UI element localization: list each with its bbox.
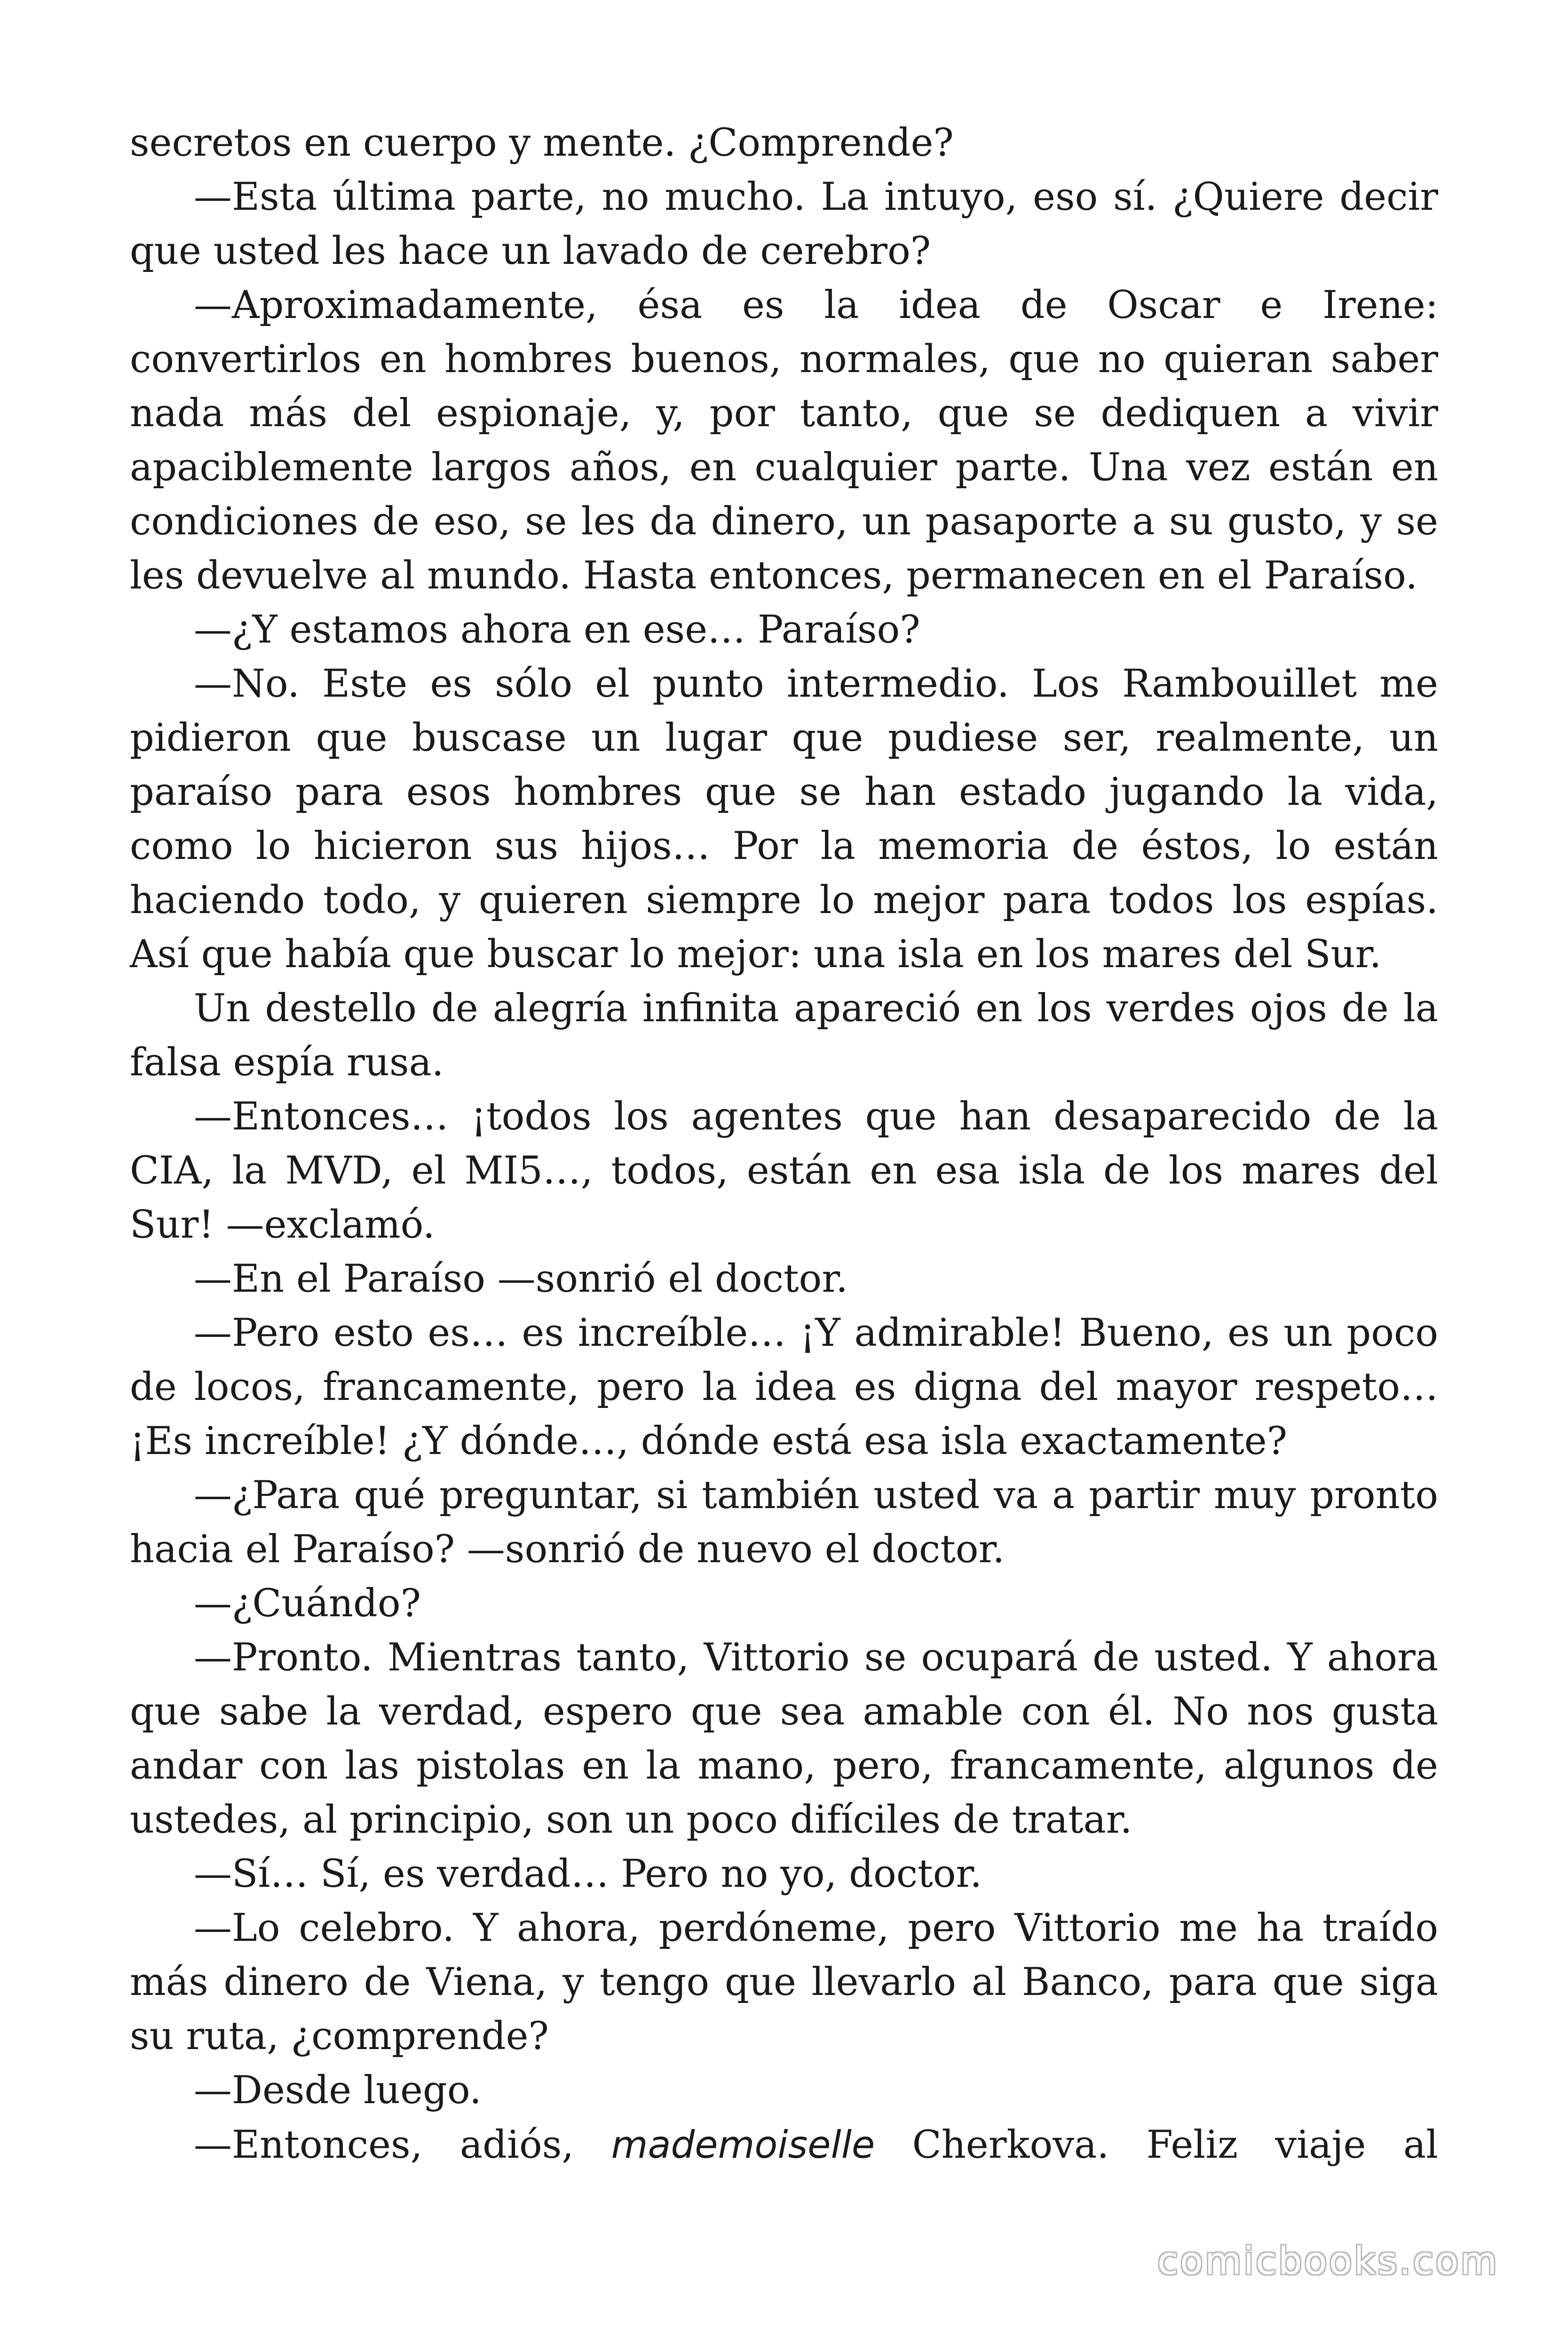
paragraph: —Esta última parte, no mucho. La intuyo, eso sí. ¿Quiere decir que usted les hace un lavado de cerebro? bbox=[130, 175, 1438, 273]
paragraph: —Pronto. Mientras tanto, Vittorio se ocupará de usted. Y ahora que sabe la verdad, espero que sea amable con él. No nos gusta andar con las pistolas en la mano, pero, francamente, algunos de ustedes, al principio, son un poco difíciles de tratar. bbox=[130, 1636, 1438, 1842]
paragraph: —En el Paraíso —sonrió el doctor. bbox=[194, 1257, 848, 1301]
paragraph: Un destello de alegría infinita apareció en los verdes ojos de la falsa espía rusa. bbox=[130, 986, 1438, 1085]
text-segment: Cherkova. Feliz viaje al bbox=[875, 2123, 1438, 2167]
paragraph: —Pero esto es… es increíble… ¡Y admirable! Bueno, es un poco de locos, francamente, pero la idea es digna del mayor respeto… ¡Es increíble! ¿Y dónde…, dónde está esa isla exactamente? bbox=[130, 1311, 1438, 1463]
paragraph: secretos en cuerpo y mente. ¿Comprende? bbox=[130, 121, 954, 165]
paragraph: —Entonces… ¡todos los agentes que han desaparecido de la CIA, la MVD, el MI5…, todos, están en esa isla de los mares del Sur! —exclamó. bbox=[130, 1095, 1438, 1247]
text-segment: —Entonces, adiós, bbox=[194, 2123, 611, 2167]
paragraph: —¿Para qué preguntar, si también usted va a partir muy pronto hacia el Paraíso? —sonrió de nuevo el doctor. bbox=[130, 1473, 1438, 1572]
paragraph: —No. Este es sólo el punto intermedio. Los Rambouillet me pidieron que buscase un lugar que pudiese ser, realmente, un paraíso para esos hombres que se han estado jugando la vida, como lo hicieron sus hijos… Por la memoria de éstos, lo están haciendo todo, y quieren siempre lo mejor para todos los espías. Así que había que buscar lo mejor: una isla en los mares del Sur. bbox=[130, 662, 1438, 977]
paragraph-last bbox=[130, 2118, 1438, 2172]
paragraph: —¿Y estamos ahora en ese… Paraíso? bbox=[194, 608, 920, 652]
page-body bbox=[130, 116, 1438, 2172]
watermark-logo: comicbooks.com bbox=[1157, 2239, 1499, 2283]
paragraph: —¿Cuándo? bbox=[194, 1581, 421, 1626]
paragraph: —Aproximadamente, ésa es la idea de Oscar e Irene: convertirlos en hombres buenos, normales, que no quieran saber nada más del espionaje, y, por tanto, que se dediquen a vivir apaciblemente largos años, en cualquier parte. Una vez están en condiciones de eso, se les da dinero, un pasaporte a su gusto, y se les devuelve al mundo. Hasta entonces, permanecen en el Paraíso. bbox=[130, 283, 1438, 598]
paragraph: —Lo celebro. Y ahora, perdóneme, pero Vittorio me ha traído más dinero de Viena, y tengo que llevarlo al Banco, para que siga su ruta, ¿comprende? bbox=[130, 1906, 1438, 2058]
paragraph: —Desde luego. bbox=[194, 2068, 482, 2113]
paragraph: —Sí… Sí, es verdad… Pero no yo, doctor. bbox=[194, 1852, 982, 1896]
italic-word: mademoiselle bbox=[611, 2123, 875, 2167]
